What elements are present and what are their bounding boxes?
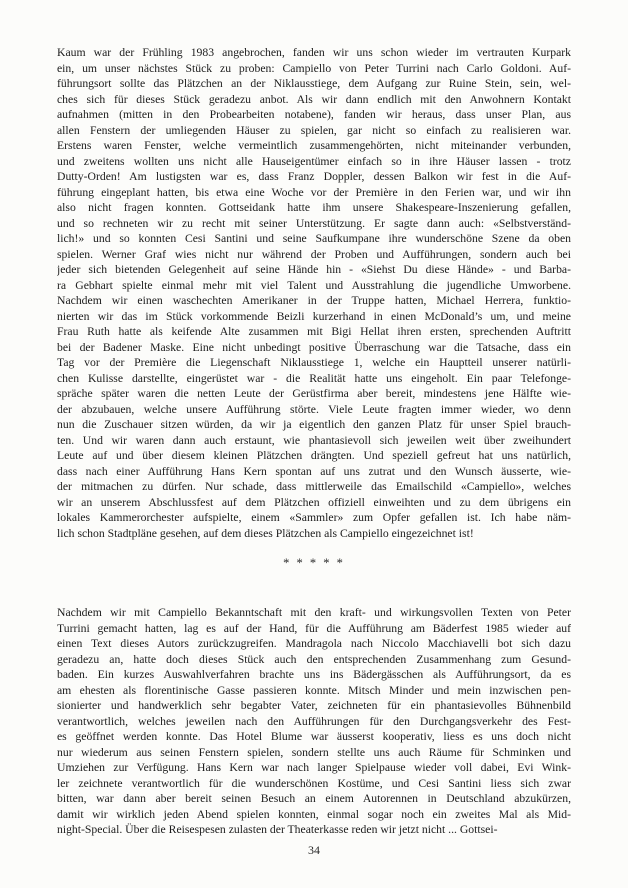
text-line: Dutty-Orden! Am lustigsten war es, dass Franz Doppler, dessen Balkon wir fest in die Auf- bbox=[57, 170, 571, 183]
text-line: nierten wir das im Stück vorkommende Beizli kurzerhand in einen McDonald’s um, und meine bbox=[57, 309, 571, 323]
text-line: ein, um unser nächstes Stück zu proben: Campiello von Peter Turrini nach Carlo Goldoni. Auf- bbox=[57, 61, 571, 75]
paragraph-mandragola-1985 bbox=[57, 605, 571, 838]
text-line: bei der Badener Maske. Eine nicht unbedingt positive Überraschung war die Tatsache, dass ein bbox=[57, 340, 571, 354]
text-line: lokales Kammerorchester aufspielte, einem «Sammler» zum Opfer gefallen ist. Ich habe näm- bbox=[57, 511, 571, 524]
text-line: der abzubauen, welche unsere Aufführung störte. Viele Leute fragten immer wieder, wo denn bbox=[57, 402, 571, 416]
text-line: lich schon Stadtpläne gesehen, auf dem dieses Plätzchen als Campiello eingezeichnet ist! bbox=[57, 526, 474, 540]
text-line: baden. Ein kurzes Auswahlverfahren brachte uns ins Bädergässchen als Aufführungsort, da es bbox=[57, 668, 571, 681]
text-line: nur wiederum aus seinen Fenstern spielen, sondern stellte uns auch Räume für Schminken und bbox=[57, 745, 571, 759]
page-number: 34 bbox=[308, 842, 320, 857]
text-line: geradezu an, hatte doch dieses Stück auch den entsprechenden Zusammenhang zum Gesund- bbox=[57, 652, 571, 666]
text-line: chen Kulisse darstellte, eingerüstet war - die Realität hatte uns eingeholt. Ein paar Telefonge- bbox=[57, 371, 571, 385]
text-line: Tag vor der Première die Liegenschaft Niklausstiege 1, welche ein Hauptteil unserer natürli- bbox=[57, 356, 571, 369]
text-line: damit wir wirklich jeden Abend spielen konnten, einmal sogar noch ein zweites Mal als Mid- bbox=[57, 807, 571, 821]
text-line: also nicht fragen konnten. Gottseidank hatte ihm unsere Shakespeare-Inszenierung gefallen, bbox=[57, 201, 571, 214]
text-line: verantwortlich, welches jeweilen nach den Aufführungen für den Durchgangsverkehr des Fest- bbox=[57, 714, 571, 728]
text-line: einen Text dieses Autors zurückzugreifen. Mandragola nach Niccolo Macchiavelli bot sich dazu bbox=[57, 637, 571, 650]
text-line: lich!» und so konnten Cesi Santini und seine Saufkumpane ihre wunderschöne Szene da oben bbox=[57, 232, 571, 245]
text-line: am ehesten als florentinische Gasse passieren konnte. Mitsch Minder und mein inzwischen pen- bbox=[57, 683, 571, 697]
text-line: jeder sich bietenden Gelegenheit auf seine Hände hin - «Siehst Du diese Hände» - und Barba- bbox=[57, 263, 571, 276]
text-line: führung eingeplant hatten, bis etwa eine Woche vor der Première in den Ferien war, und wir ihn bbox=[57, 185, 571, 199]
text-line: nun die Zuschauer sitzen würden, da wir ja eigentlich den ganzen Platz für unser Spiel brauch- bbox=[57, 418, 571, 431]
section-separator: * * * * * bbox=[283, 556, 345, 570]
text-line: sionierter und handwerklich sehr begabter Vater, zeichneten für ein phantasievolles Bühnenbild bbox=[57, 699, 571, 712]
text-line: ler zeichnete verantwortlich für die wunderschönen Kostüme, und Cesi Santini liess sich zwar bbox=[57, 776, 571, 790]
text-line: Umziehen zur Verfügung. Hans Kern war nach langer Spielpause wieder voll dabei, Evi Wink- bbox=[57, 761, 571, 774]
text-line: night-Special. Über die Reisespesen zulasten der Theaterkasse reden wir jetzt nicht ... Gottsei- bbox=[57, 823, 498, 836]
text-line: aufnahmen (mitten in den Probearbeiten notabene), fanden wir heraus, dass unser Plan, aus bbox=[57, 108, 571, 121]
text-line: allen Fenstern der umliegenden Häuser zu spielen, gar nicht so einfach zu realisieren war. bbox=[57, 123, 571, 137]
text-line: dass nach einer Aufführung Hans Kern spontan auf uns zutrat und den Wunsch äusserte, wie- bbox=[57, 464, 571, 478]
paragraph-campiello-1983 bbox=[57, 45, 571, 541]
text-line: wir an unserem Abschlussfest auf dem Plätzchen offiziell einweihten und zu dem übrigens ein bbox=[57, 495, 571, 509]
text-line: spräche später waren die netten Leute der Gerüstfirma aber bereit, mindestens jene Hälfte wie- bbox=[57, 387, 571, 400]
text-line: bitten, war dann aber bereit seinen Besuch an einem Autorennen in Deutschland abzukürzen, bbox=[57, 792, 571, 805]
text-line: ra Gebhart spielte einmal mehr mit viel Talent und Ausstrahlung die jugendliche Umworbene. bbox=[57, 278, 571, 292]
text-line: ches sich für dieses Stück geradezu anbot. Als wir dann endlich mit den Anwohnern Kontakt bbox=[57, 92, 571, 106]
text-line: Leute auf und über diesem kleinen Plätzchen drängten. Und speziell gefreut hat uns natürlich, bbox=[57, 449, 571, 462]
text-line: Frau Ruth hatte als keifende Alte zusammen mit Bigi Hellat ihren ersten, sprechenden Auftritt bbox=[57, 325, 571, 338]
text-line: Kaum war der Frühling 1983 angebrochen, fanden wir uns schon wieder im vertrauten Kurpark bbox=[57, 46, 571, 59]
text-line: Nachdem wir mit Campiello Bekanntschaft mit den kraft- und wirkungsvollen Texten von Peter bbox=[57, 606, 571, 619]
text-line: Turrini gemacht hatten, lag es auf der Hand, für die Aufführung am Bäderfest 1985 wieder auf bbox=[57, 621, 571, 635]
text-line: spielen. Werner Graf wies nicht nur während der Proben und Aufführungen, sondern auch bei bbox=[57, 247, 571, 261]
text-line: und so rechneten wir zu recht mit seiner Unterstützung. Er sagte dann auch: «Selbstverständ- bbox=[57, 216, 571, 230]
text-line: führungsort sollte das Plätzchen an der Niklausstiege, dem Aufgang zur Ruine Stein, sein, wel- bbox=[57, 77, 571, 90]
text-line: es geöffnet werden konnte. Das Hotel Blume war äusserst kooperativ, liess es uns doch nicht bbox=[57, 730, 571, 743]
text-line: Erstens waren Fenster, welche vermeintlich zusammengehörten, nicht miteinander verbunden, bbox=[57, 139, 571, 152]
text-line: der mitmachen zu dürfen. Nur schade, dass mittlerweile das Emailschild «Campiello», welches bbox=[57, 480, 571, 493]
text-line: ten. Und wir waren dann auch erstaunt, wie phantasievoll sich jeweilen weit über zweihundert bbox=[57, 433, 571, 447]
text-line: Nachdem wir einen waschechten Amerikaner in der Truppe hatten, Michael Herrera, funktio- bbox=[57, 294, 571, 307]
text-line: und zweitens wollten uns nicht alle Hauseigentümer einfach so in ihre Häuser lassen - trotz bbox=[57, 154, 571, 168]
